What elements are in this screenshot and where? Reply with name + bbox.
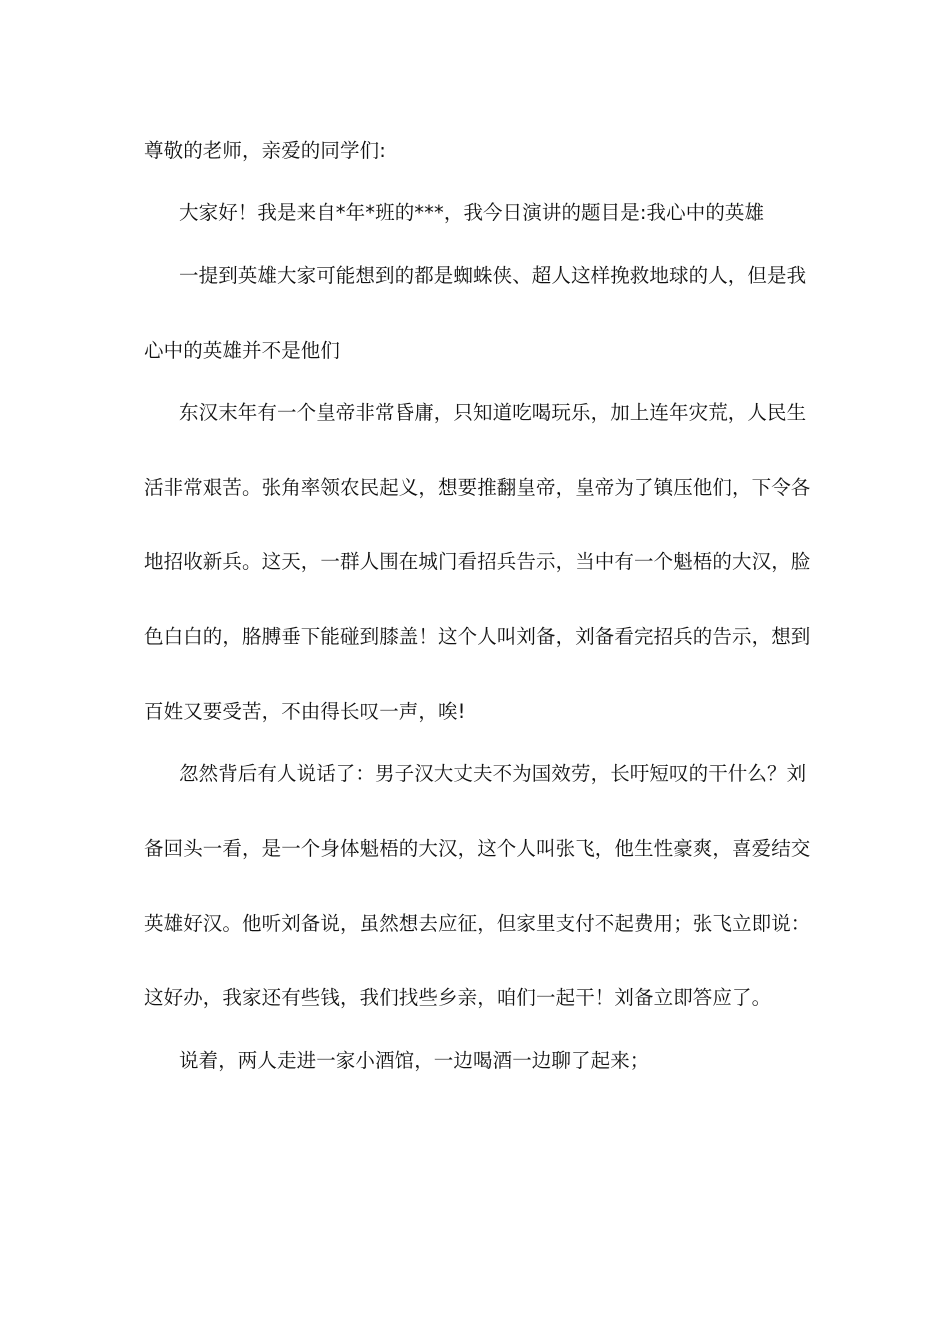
paragraph-line: 色白白的，胳膊垂下能碰到膝盖！这个人叫刘备，刘备看完招兵的告示，想到 — [144, 625, 811, 648]
paragraph-line: 地招收新兵。这天，一群人围在城门看招兵告示，当中有一个魁梧的大汉，脸 — [144, 550, 811, 573]
paragraph-line: 这好办，我家还有些钱，我们找些乡亲，咱们一起干！刘备立即答应了。 — [144, 986, 772, 1009]
paragraph-line: 英雄好汉。他听刘备说，虽然想去应征，但家里支付不起费用；张飞立即说： — [144, 912, 811, 935]
paragraph-line: 百姓又要受苦，不由得长叹一声，唉! — [144, 700, 466, 723]
paragraph-line: 东汉末年有一个皇帝非常昏庸，只知道吃喝玩乐，加上连年灾荒，人民生 — [179, 401, 807, 424]
paragraph-line: 备回头一看，是一个身体魁梧的大汉，这个人叫张飞，他生性豪爽，喜爱结交 — [144, 837, 811, 860]
paragraph-line: 活非常艰苦。张角率领农民起义，想要推翻皇帝，皇帝为了镇压他们，下令各 — [144, 476, 811, 499]
paragraph-line: 心中的英雄并不是他们 — [144, 339, 341, 362]
paragraph-line: 一提到英雄大家可能想到的都是蜘蛛侠、超人这样挽救地球的人，但是我 — [179, 264, 807, 287]
paragraph-line: 大家好！我是来自*年*班的***，我今日演讲的题目是:我心中的英雄 — [179, 201, 765, 224]
paragraph-line: 忽然背后有人说话了：男子汉大丈夫不为国效劳，长吁短叹的干什么？刘 — [179, 762, 807, 785]
paragraph-line: 说着，两人走进一家小酒馆，一边喝酒一边聊了起来； — [179, 1049, 650, 1072]
salutation-line: 尊敬的老师，亲爱的同学们: — [144, 139, 386, 162]
